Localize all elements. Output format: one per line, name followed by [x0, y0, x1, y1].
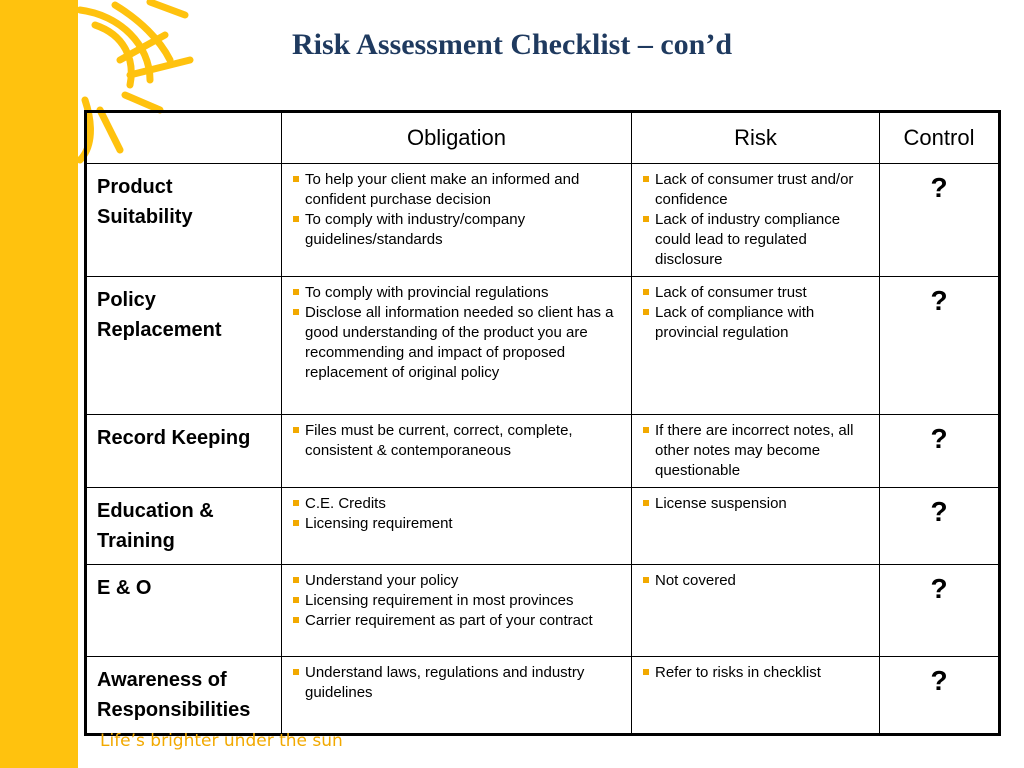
row-label: E & O: [86, 565, 282, 657]
risk-list: [640, 170, 871, 270]
obligation-list-item: Licensing requirement in most provinces: [290, 591, 623, 611]
table-row: [86, 164, 1000, 277]
obligation-cell: [282, 164, 632, 277]
control-cell: ?: [880, 164, 1000, 277]
risk-list-item: Lack of industry compliance could lead to regulated disclosure: [640, 210, 871, 270]
table-row: [86, 565, 1000, 657]
risk-cell: [632, 164, 880, 277]
risk-cell: [632, 565, 880, 657]
control-cell: ?: [880, 488, 1000, 565]
risk-list: [640, 421, 871, 481]
tagline: Life’s brighter under the sun: [100, 731, 343, 751]
obligation-list: [290, 663, 623, 703]
header-obligation: Obligation: [282, 112, 632, 164]
control-cell: ?: [880, 657, 1000, 735]
risk-list: [640, 283, 871, 343]
obligation-list: [290, 571, 623, 631]
table-body: [86, 164, 1000, 735]
risk-list-item: Not covered: [640, 571, 871, 591]
row-label: Product Suitability: [86, 164, 282, 277]
page-title: Risk Assessment Checklist – con’d: [291, 28, 733, 61]
risk-list: [640, 494, 871, 514]
obligation-list-item: Carrier requirement as part of your contract: [290, 611, 623, 631]
risk-list-item: License suspension: [640, 494, 871, 514]
obligation-cell: [282, 277, 632, 415]
obligation-cell: [282, 488, 632, 565]
risk-list-item: If there are incorrect notes, all other notes may become questionable: [640, 421, 871, 481]
control-cell: ?: [880, 415, 1000, 488]
header-empty: [86, 112, 282, 164]
control-cell: ?: [880, 565, 1000, 657]
control-cell: ?: [880, 277, 1000, 415]
risk-cell: [632, 415, 880, 488]
obligation-cell: [282, 415, 632, 488]
obligation-list: [290, 494, 623, 534]
table-row: [86, 657, 1000, 735]
table-row: [86, 488, 1000, 565]
obligation-list-item: To comply with provincial regulations: [290, 283, 623, 303]
risk-list-item: Lack of consumer trust: [640, 283, 871, 303]
row-label: Education & Training: [86, 488, 282, 565]
risk-list-item: Lack of compliance with provincial regulation: [640, 303, 871, 343]
obligation-list-item: Understand laws, regulations and industry guidelines: [290, 663, 623, 703]
obligation-list: [290, 283, 623, 383]
obligation-cell: [282, 657, 632, 735]
risk-list: [640, 663, 871, 683]
table-row: [86, 277, 1000, 415]
obligation-list-item: C.E. Credits: [290, 494, 623, 514]
risk-cell: [632, 488, 880, 565]
risk-list-item: Refer to risks in checklist: [640, 663, 871, 683]
obligation-cell: [282, 565, 632, 657]
obligation-list-item: Files must be current, correct, complete, consistent & contemporaneous: [290, 421, 623, 461]
risk-list-item: Lack of consumer trust and/or confidence: [640, 170, 871, 210]
row-label: Awareness of Responsibilities: [86, 657, 282, 735]
risk-cell: [632, 657, 880, 735]
obligation-list: [290, 170, 623, 250]
header-risk: Risk: [632, 112, 880, 164]
row-label: Record Keeping: [86, 415, 282, 488]
obligation-list-item: Understand your policy: [290, 571, 623, 591]
risk-list: [640, 571, 871, 591]
obligation-list-item: Disclose all information needed so client has a good understanding of the product you are recommending and impact of proposed replacement of original policy: [290, 303, 623, 383]
table-row: [86, 415, 1000, 488]
checklist-table-wrapper: [84, 110, 1001, 722]
checklist-table: [84, 110, 1001, 736]
row-label: Policy Replacement: [86, 277, 282, 415]
obligation-list: [290, 421, 623, 461]
header-row: [86, 112, 1000, 164]
risk-cell: [632, 277, 880, 415]
header-control: Control: [880, 112, 1000, 164]
obligation-list-item: To comply with industry/company guidelines/standards: [290, 210, 623, 250]
obligation-list-item: To help your client make an informed and confident purchase decision: [290, 170, 623, 210]
obligation-list-item: Licensing requirement: [290, 514, 623, 534]
